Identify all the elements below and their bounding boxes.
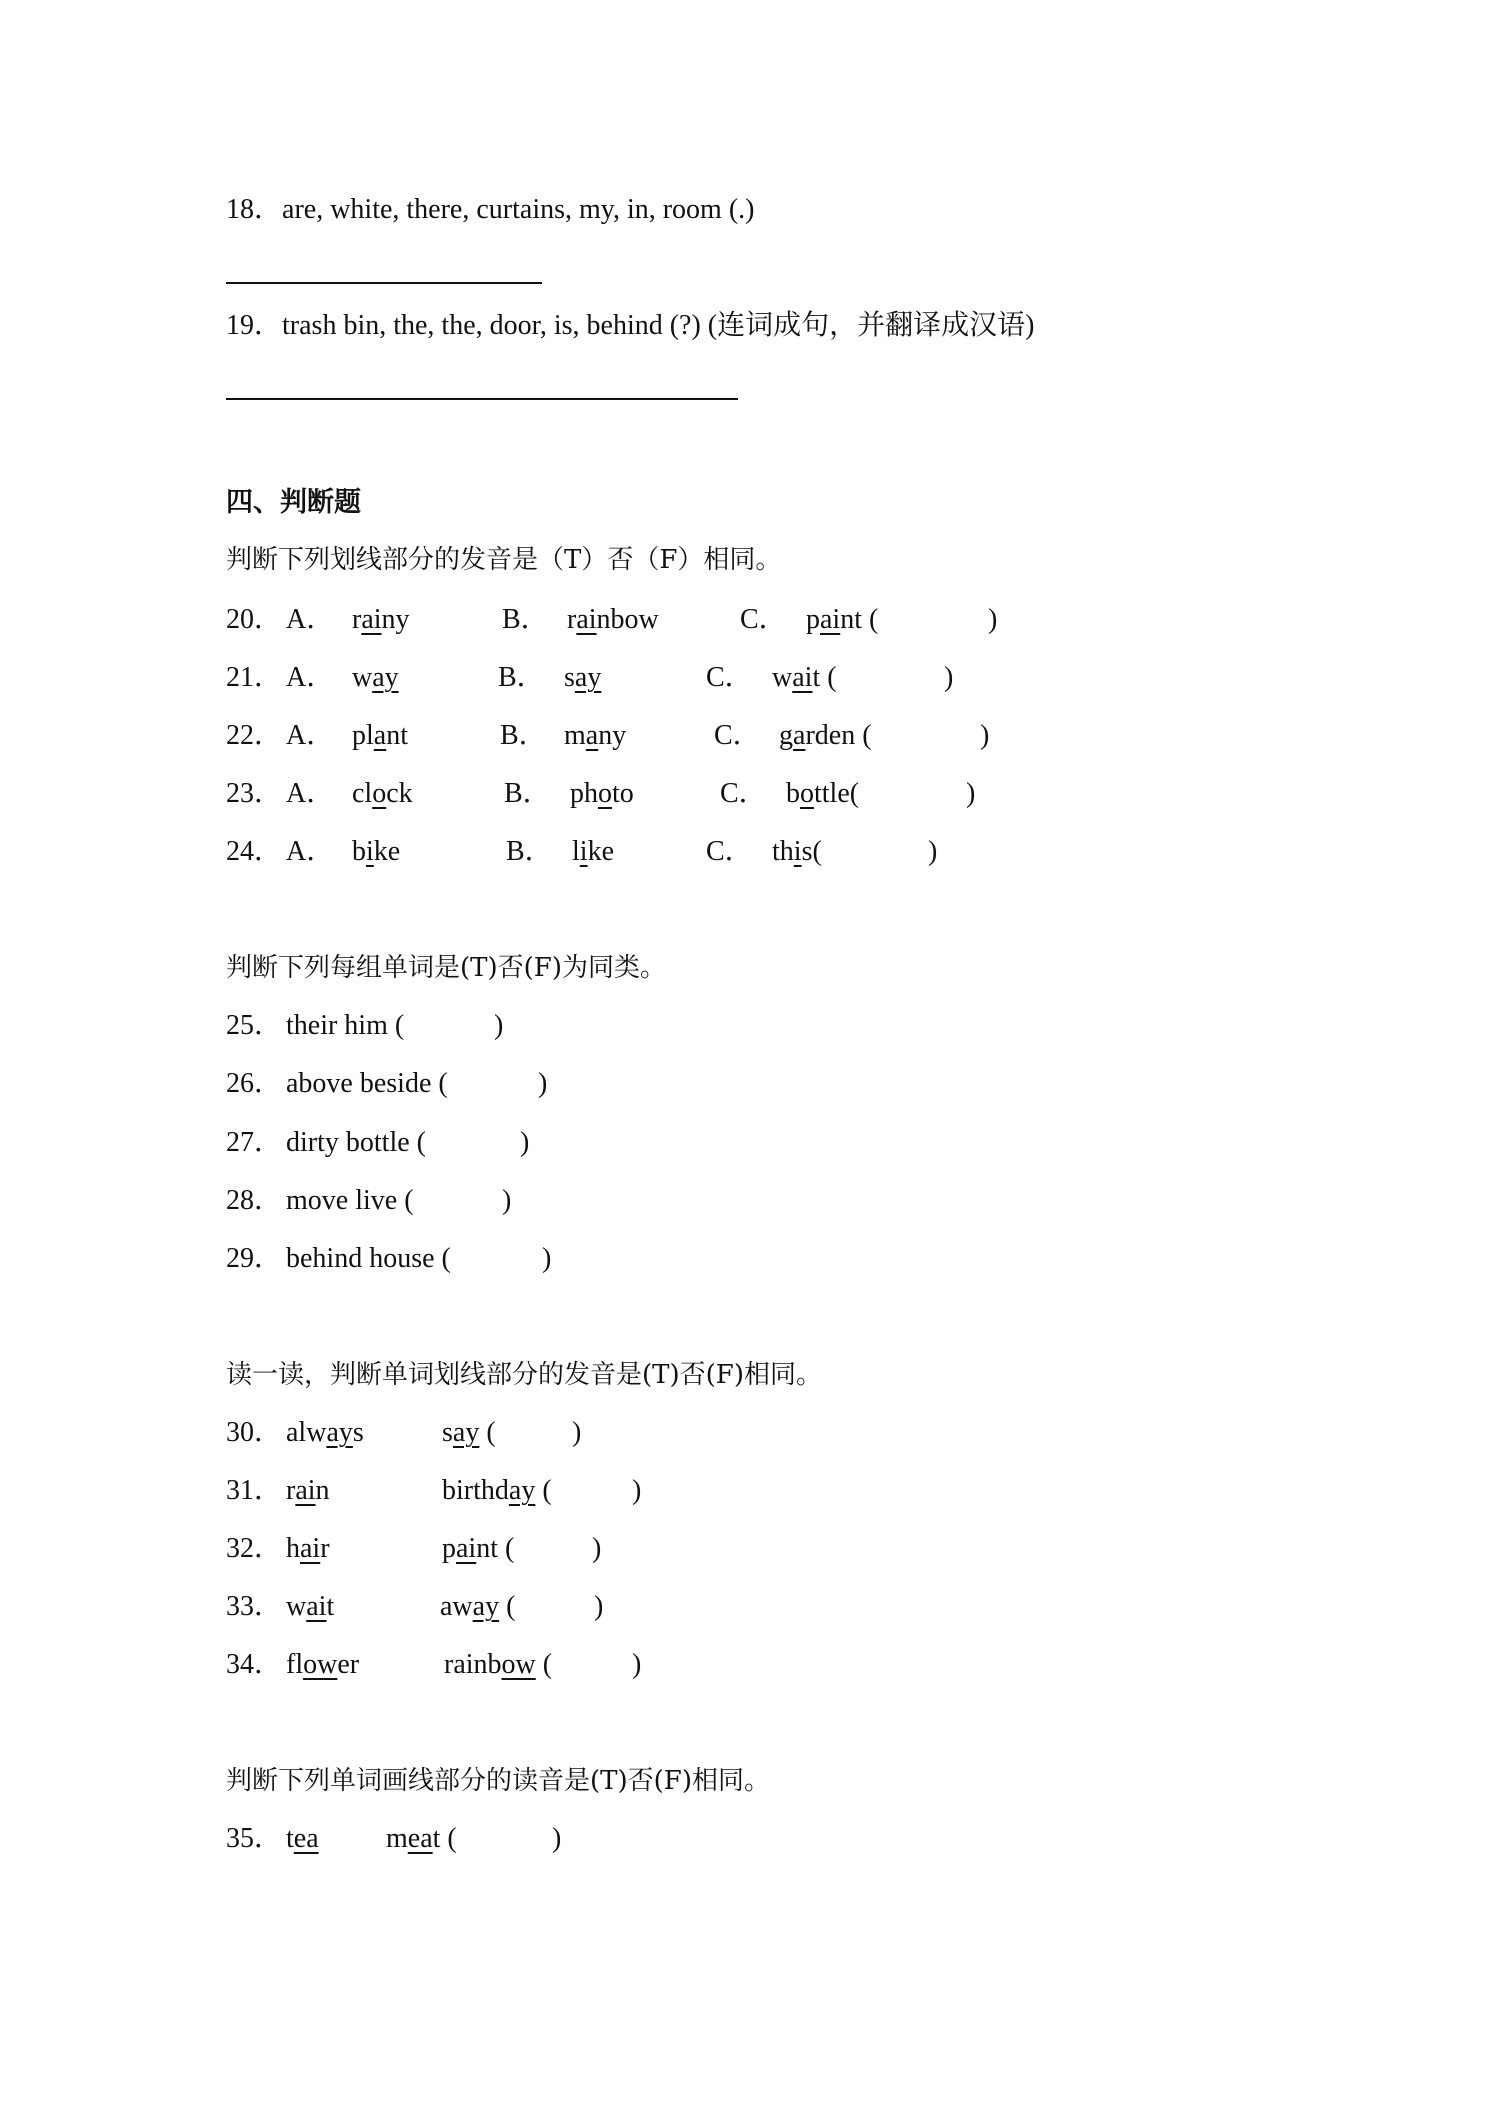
option-word-c: this( xyxy=(772,836,822,867)
answer-close-paren[interactable]: ) xyxy=(632,1649,642,1680)
option-word-a: clock xyxy=(352,778,413,809)
option-label-a: A． xyxy=(286,662,335,693)
option-label-b: B． xyxy=(498,662,545,693)
option-label-a: A． xyxy=(286,604,335,635)
question-20 xyxy=(226,604,1126,636)
answer-close-paren[interactable]: ) xyxy=(944,662,954,693)
word-first: flower xyxy=(286,1649,360,1680)
option-word-a: way xyxy=(352,662,399,693)
underlined-part: ea xyxy=(293,1823,319,1854)
word-pair: above beside ( xyxy=(286,1068,448,1099)
answer-close-paren[interactable]: ) xyxy=(966,778,976,809)
instruction-part4: 判断下列单词画线部分的读音是(T)否(F)相同。 xyxy=(226,1766,770,1796)
question-19 xyxy=(226,310,1034,342)
answer-close-paren[interactable]: ) xyxy=(592,1533,602,1564)
underlined-part: i xyxy=(579,836,588,867)
option-word-b: many xyxy=(564,720,627,751)
underlined-part: o xyxy=(372,778,387,809)
word-second: rainbow ( xyxy=(444,1649,553,1680)
question-number: 31． xyxy=(226,1475,283,1506)
answer-close-paren[interactable]: ) xyxy=(594,1591,604,1622)
question-18 xyxy=(226,194,755,226)
underlined-part: ai xyxy=(295,1475,316,1506)
question-30 xyxy=(226,1417,826,1449)
option-label-b: B． xyxy=(500,720,547,751)
word-first: wait xyxy=(286,1591,335,1622)
word-first: always xyxy=(286,1417,364,1448)
option-label-c: C． xyxy=(740,604,787,635)
option-word-c: garden ( xyxy=(779,720,872,751)
question-32 xyxy=(226,1533,826,1565)
underlined-part: ea xyxy=(407,1823,433,1854)
question-number: 26． xyxy=(226,1068,283,1099)
underlined-part: ai xyxy=(300,1533,321,1564)
answer-close-paren[interactable]: ) xyxy=(520,1127,530,1158)
question-number: 29． xyxy=(226,1243,283,1274)
underlined-part: ow xyxy=(303,1649,338,1680)
underlined-part: ai xyxy=(306,1591,327,1622)
question-text: are, white, there, curtains, my, in, room (.) xyxy=(282,194,755,225)
question-number: 18． xyxy=(226,194,283,225)
question-number: 33． xyxy=(226,1591,283,1622)
answer-close-paren[interactable]: ) xyxy=(494,1010,504,1041)
underlined-part: ai xyxy=(361,604,382,635)
word-pair: move live ( xyxy=(286,1185,414,1216)
option-word-a: bike xyxy=(352,836,401,867)
option-word-b: say xyxy=(564,662,602,693)
underlined-part: ay xyxy=(326,1417,353,1448)
underlined-part: ow xyxy=(501,1649,536,1680)
underlined-part: a xyxy=(793,720,806,751)
word-second: birthday ( xyxy=(442,1475,552,1506)
question-number: 20． xyxy=(226,604,283,635)
underlined-part: ai xyxy=(456,1533,477,1564)
question-34 xyxy=(226,1649,826,1681)
option-label-c: C． xyxy=(706,836,753,867)
question-33 xyxy=(226,1591,826,1623)
question-number: 19． xyxy=(226,310,283,341)
answer-close-paren[interactable]: ) xyxy=(552,1823,562,1854)
question-25 xyxy=(226,1010,826,1042)
option-word-b: rainbow xyxy=(567,604,659,635)
question-number: 34． xyxy=(226,1649,283,1680)
question-number: 21． xyxy=(226,662,283,693)
question-23 xyxy=(226,778,1126,810)
underlined-part: a xyxy=(373,720,387,751)
option-label-a: A． xyxy=(286,778,335,809)
question-24 xyxy=(226,836,1126,868)
question-number: 27． xyxy=(226,1127,283,1158)
word-second: say ( xyxy=(442,1417,496,1448)
underlined-part: i xyxy=(793,836,802,867)
answer-line-19[interactable] xyxy=(226,398,738,400)
option-word-b: like xyxy=(572,836,614,867)
word-second: away ( xyxy=(440,1591,516,1622)
underlined-part: o xyxy=(800,778,814,809)
question-number: 25． xyxy=(226,1010,283,1041)
question-29 xyxy=(226,1243,826,1275)
question-text: trash bin, the, the, door, is, behind (?) (连词成句，并翻译成汉语) xyxy=(282,310,1035,341)
word-first: hair xyxy=(286,1533,330,1564)
underlined-part: ai xyxy=(820,604,841,635)
question-number: 30． xyxy=(226,1417,283,1448)
word-pair: their him ( xyxy=(286,1010,405,1041)
word-first: tea xyxy=(286,1823,319,1854)
option-label-b: B． xyxy=(506,836,553,867)
option-label-a: A． xyxy=(286,720,335,751)
underlined-part: ai xyxy=(576,604,597,635)
option-word-c: bottle( xyxy=(786,778,860,809)
question-number: 35． xyxy=(226,1823,283,1854)
underlined-part: ay xyxy=(472,1591,500,1622)
question-31 xyxy=(226,1475,826,1507)
question-26 xyxy=(226,1068,826,1100)
option-label-b: B． xyxy=(504,778,551,809)
answer-close-paren[interactable]: ) xyxy=(980,720,990,751)
option-word-c: paint ( xyxy=(806,604,879,635)
option-word-a: plant xyxy=(352,720,408,751)
answer-close-paren[interactable]: ) xyxy=(572,1417,582,1448)
answer-close-paren[interactable]: ) xyxy=(538,1068,548,1099)
option-label-c: C． xyxy=(706,662,753,693)
word-second: meat ( xyxy=(386,1823,457,1854)
option-word-a: rainy xyxy=(352,604,410,635)
question-21 xyxy=(226,662,1126,694)
option-label-c: C． xyxy=(714,720,761,751)
underlined-part: ay xyxy=(452,1417,480,1448)
answer-close-paren[interactable]: ) xyxy=(928,836,938,867)
question-27 xyxy=(226,1127,826,1159)
instruction-part2: 判断下列每组单词是(T)否(F)为同类。 xyxy=(226,953,666,983)
option-label-b: B． xyxy=(502,604,549,635)
question-28 xyxy=(226,1185,826,1217)
word-second: paint ( xyxy=(442,1533,515,1564)
answer-close-paren[interactable]: ) xyxy=(988,604,998,635)
answer-close-paren[interactable]: ) xyxy=(632,1475,642,1506)
word-pair: behind house ( xyxy=(286,1243,451,1274)
instruction-part1: 判断下列划线部分的发音是（T）否（F）相同。 xyxy=(226,545,782,575)
underlined-part: o xyxy=(598,778,612,809)
question-number: 23． xyxy=(226,778,283,809)
underlined-part: a xyxy=(585,720,599,751)
word-first: rain xyxy=(286,1475,330,1506)
question-number: 32． xyxy=(226,1533,283,1564)
answer-line-18[interactable] xyxy=(226,282,542,284)
underlined-part: i xyxy=(366,836,374,867)
instruction-part3: 读一读，判断单词划线部分的发音是(T)否(F)相同。 xyxy=(226,1360,822,1390)
question-number: 28． xyxy=(226,1185,283,1216)
option-word-c: wait ( xyxy=(772,662,837,693)
question-35 xyxy=(226,1823,826,1855)
question-22 xyxy=(226,720,1126,752)
word-pair: dirty bottle ( xyxy=(286,1127,426,1158)
option-label-a: A． xyxy=(286,836,335,867)
answer-close-paren[interactable]: ) xyxy=(502,1185,512,1216)
section-heading: 四、判断题 xyxy=(226,487,361,518)
option-word-b: photo xyxy=(570,778,634,809)
answer-close-paren[interactable]: ) xyxy=(542,1243,552,1274)
question-number: 22． xyxy=(226,720,283,751)
underlined-part: ai xyxy=(792,662,813,693)
underlined-part: ay xyxy=(508,1475,536,1506)
underlined-part: ay xyxy=(372,662,399,693)
underlined-part: ay xyxy=(574,662,602,693)
question-number: 24． xyxy=(226,836,283,867)
option-label-c: C． xyxy=(720,778,767,809)
